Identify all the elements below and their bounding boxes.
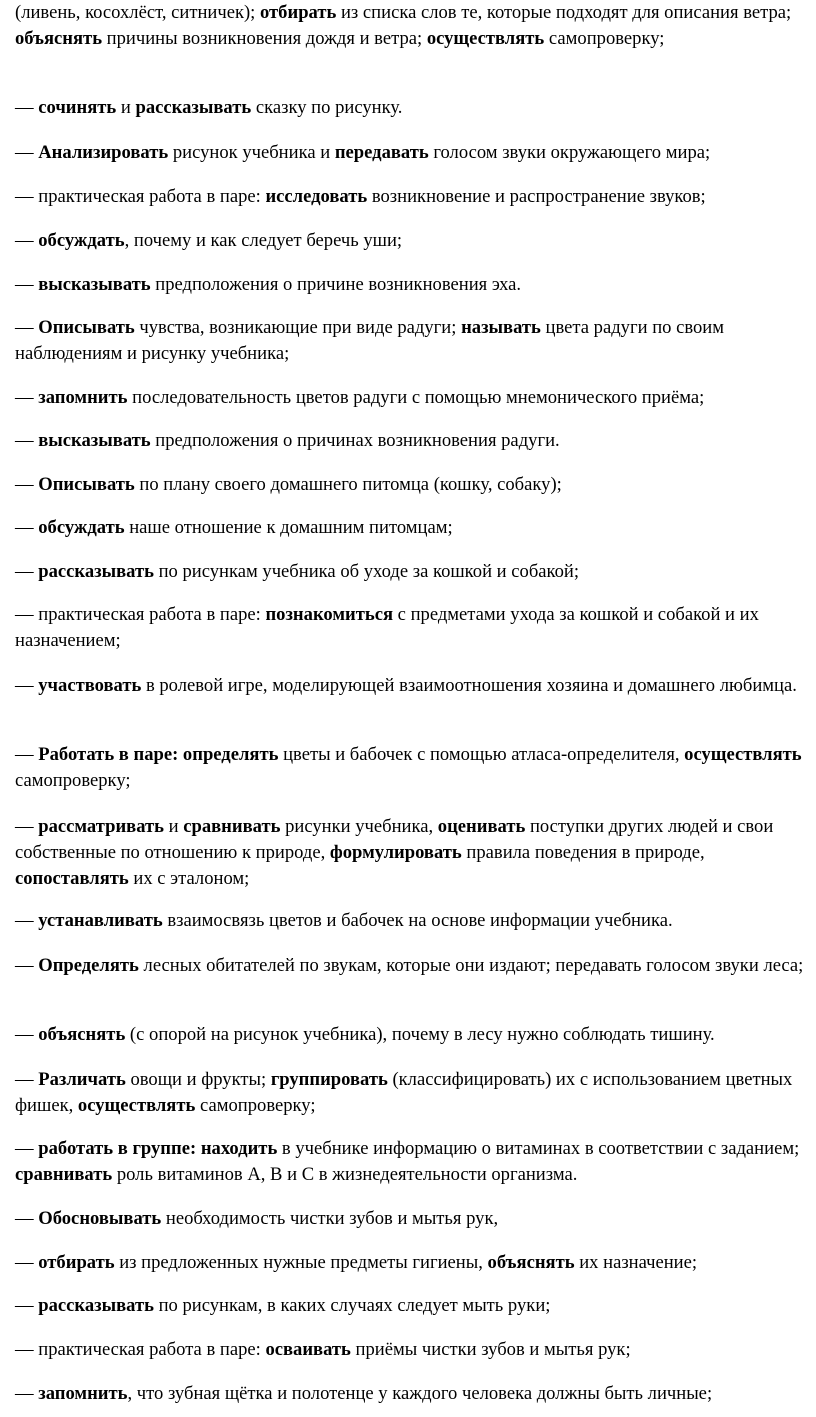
bold-term: Анализировать [38,142,169,163]
bold-term: Различать [38,1069,126,1090]
text-run: — [15,910,39,931]
bold-term: сравнивать [15,1164,113,1185]
bold-term: исследовать [265,186,368,207]
bold-term: рассказывать [38,561,154,582]
text-run: цветы и бабочек с помощью атласа-определителя, [278,744,685,765]
text-run: — [15,387,39,408]
paragraph [15,184,805,210]
text-run: — [15,955,39,976]
text-run: последовательность цветов радуги с помощью мнемонического приёма; [127,387,705,408]
paragraph [15,1136,805,1188]
text-run: — [15,474,39,495]
paragraph [15,272,805,298]
text-run: по плану своего домашнего питомца (кошку, собаку); [134,474,562,495]
paragraph [15,140,805,166]
bold-term: познакомиться [265,604,394,625]
text-run: , что зубная щётка и полотенце у каждого человека должны быть личные; [127,1383,713,1404]
text-run: приёмы чистки зубов и мытья рук; [350,1339,631,1360]
text-run: голосом звуки окружающего мира; [428,142,711,163]
text-run: — [15,1069,39,1090]
text-run: рисунок учебника и [168,142,335,163]
bold-term: осуществлять [684,744,802,765]
paragraph [15,742,805,794]
text-run: и [164,816,184,837]
text-run: наше отношение к домашним питомцам; [124,517,453,538]
text-run: — [15,1138,39,1159]
text-run: (с опорой на рисунок учебника), почему в лесу нужно соблюдать тишину. [125,1024,715,1045]
text-run: поступки других людей и свои собственные по отношению к природе, [15,816,774,863]
text-run: их назначение; [574,1252,698,1273]
text-run: в ролевой игре, моделирующей взаимоотношения хозяина и домашнего любимца. [141,675,797,696]
text-run: причины возникновения дождя и ветра; [102,28,427,49]
paragraph [15,559,805,585]
text-run: — практическая работа в паре: [15,604,266,625]
bold-term: сопоставлять [15,868,129,889]
paragraph [15,1337,805,1363]
text-run: по рисункам, в каких случаях следует мыть руки; [153,1295,551,1316]
text-run: по рисункам учебника об уходе за кошкой и собакой; [153,561,580,582]
bold-term: обсуждать [38,517,125,538]
bold-term: отбирать [38,1252,115,1273]
paragraph [15,1293,805,1319]
text-run: самопроверку; [195,1095,316,1116]
text-run: — практическая работа в паре: [15,186,266,207]
text-run: — [15,430,39,451]
text-run: роль витаминов А, В и С в жизнедеятельности организма. [112,1164,578,1185]
text-run: — [15,142,39,163]
text-run: — [15,97,39,118]
bold-term: осваивать [265,1339,351,1360]
bold-term: формулировать [329,842,462,863]
bold-term: передавать [334,142,429,163]
text-run: цвета радуги по своим наблюдениям и рисунку учебника; [15,317,725,364]
paragraph [15,95,805,121]
bold-term: осуществлять [426,28,545,49]
bold-term: Работать в паре: определять [38,744,279,765]
paragraph [15,1067,805,1119]
paragraph [15,228,805,254]
paragraph [15,385,805,411]
bold-term: объяснять [38,1024,126,1045]
text-run: возникновение и распространение звуков; [367,186,706,207]
bold-term: сравнивать [183,816,281,837]
bold-term: Описывать [38,474,135,495]
text-run: из предложенных нужные предметы гигиены, [114,1252,488,1273]
bold-term: группировать [270,1069,388,1090]
text-run: — [15,1252,39,1273]
paragraph [15,1022,805,1048]
bold-term: запомнить [38,387,128,408]
paragraph [15,908,805,934]
bold-term: высказывать [38,274,151,295]
bold-term: оценивать [437,816,526,837]
text-run: — [15,816,39,837]
text-run: взаимосвязь цветов и бабочек на основе информации учебника. [162,910,673,931]
bold-term: обсуждать [38,230,125,251]
bold-term: рассматривать [38,816,164,837]
text-run: лесных обитателей по звукам, которые они издают; передавать голосом звуки леса; [138,955,804,976]
bold-term: называть [461,317,541,338]
paragraph [15,673,805,699]
bold-term: осуществлять [77,1095,196,1116]
text-run: самопроверку; [15,770,131,791]
bold-term: участвовать [38,675,142,696]
text-run: рисунки учебника, [280,816,438,837]
text-run: овощи и фрукты; [125,1069,271,1090]
paragraph [15,953,805,979]
paragraph [15,814,805,892]
text-run: их с эталоном; [128,868,250,889]
text-run: — [15,1208,39,1229]
text-run: чувства, возникающие при виде радуги; [134,317,462,338]
text-run: — [15,274,39,295]
text-run: из списка слов те, которые подходят для описания ветра; [336,2,792,23]
bold-term: сочинять [38,97,117,118]
paragraph [15,428,805,454]
bold-term: высказывать [38,430,151,451]
text-run: — [15,744,39,765]
text-run: — [15,1295,39,1316]
bold-term: объяснять [487,1252,575,1273]
bold-term: Обосновывать [38,1208,162,1229]
text-run: предположения о причине возникновения эха. [150,274,522,295]
bold-term: рассказывать [135,97,252,118]
bold-term: Описывать [38,317,135,338]
paragraph [15,1206,805,1232]
text-run: в учебнике информацию о витаминах в соответствии с заданием; [277,1138,800,1159]
text-run: — [15,517,39,538]
text-run: — [15,675,39,696]
bold-term: устанавливать [38,910,163,931]
text-run: — [15,1024,39,1045]
text-run: с предметами ухода за кошкой и собакой и их назначением; [15,604,759,651]
text-run: — [15,561,39,582]
bold-term: отбирать [260,2,337,23]
text-run: сказку по рисунку. [251,97,403,118]
text-run: , почему и как следует беречь уши; [124,230,403,251]
paragraph [15,1381,805,1407]
paragraph [15,1250,805,1276]
paragraph [15,315,805,367]
text-run: — [15,317,39,338]
bold-term: работать в группе: находить [38,1138,278,1159]
text-run: — [15,230,39,251]
text-run: предположения о причинах возникновения радуги. [150,430,560,451]
paragraph [15,472,805,498]
bold-term: объяснять [15,28,103,49]
text-run: самопроверку; [544,28,665,49]
paragraph [15,0,805,52]
text-run: (ливень, косохлёст, ситничек); [15,2,260,23]
text-run: и [116,97,136,118]
paragraph [15,515,805,541]
text-run: — [15,1383,39,1404]
paragraph [15,602,805,654]
text-run: — практическая работа в паре: [15,1339,266,1360]
bold-term: рассказывать [38,1295,154,1316]
bold-term: запомнить [38,1383,128,1404]
bold-term: Определять [38,955,139,976]
text-run: правила поведения в природе, [461,842,705,863]
text-run: (классифицировать) их с использованием цветных фишек, [15,1069,793,1116]
text-run: необходимость чистки зубов и мытья рук, [161,1208,499,1229]
